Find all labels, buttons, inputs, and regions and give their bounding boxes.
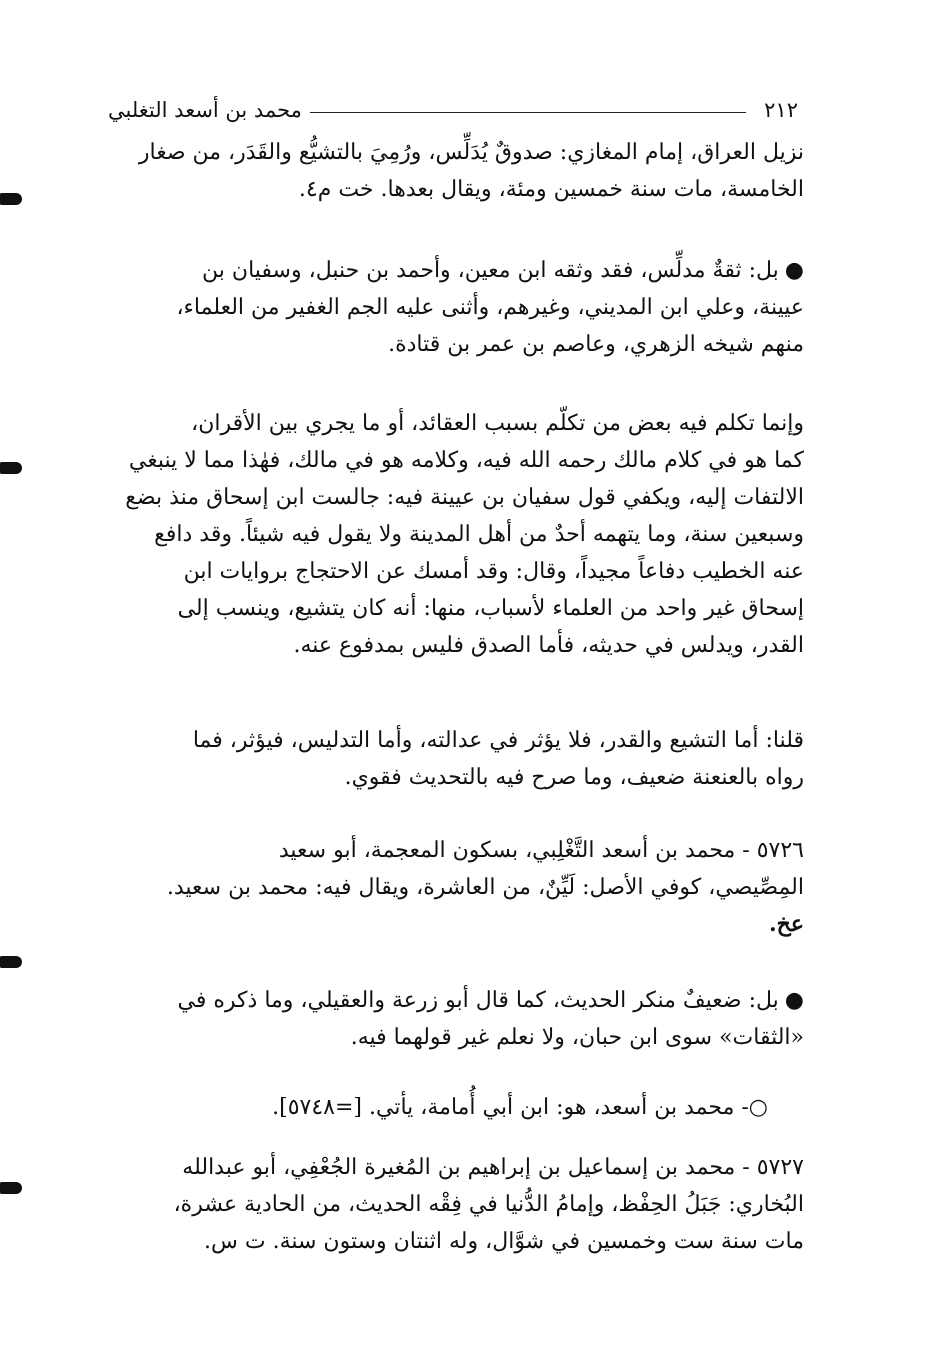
text-line: منهم شيخه الزهري، وعاصم بن عمر بن قتادة. — [388, 332, 804, 357]
paragraph — [104, 252, 804, 363]
text-segment: بل: ثقةٌ مدلِّس، فقد وثقه ابن معين، وأحمد بن حنبل، وسفيان بن — [202, 258, 779, 283]
text-line: عخ. — [769, 911, 804, 937]
margin-mark — [0, 956, 22, 968]
margin-mark — [0, 1182, 22, 1194]
text-line: نزيل العراق، إمام المغازي: صدوقٌ يُدَلِّس، ورُمِيَ بالتشيُّع والقَدَر، من صغار — [138, 140, 804, 165]
paragraph — [128, 1089, 768, 1126]
text-line: إسحاق غير واحد من العلماء لأسباب، منها: أنه كان يتشيع، وينسب إلى — [177, 596, 804, 621]
text-line: عيينة، وعلي ابن المديني، وغيرهم، وأثنى عليه الجم الغفير من العلماء، — [176, 295, 804, 320]
paragraph — [104, 832, 804, 943]
paragraph — [104, 134, 804, 208]
text-line: كما هو في كلام مالك رحمه الله فيه، وكلامه هو في مالك، فهٰذا مما لا ينبغي — [128, 448, 804, 473]
paragraph — [104, 1149, 804, 1260]
text-line: «الثقات» سوى ابن حبان، ولا نعلم غير قولهما فيه. — [350, 1025, 804, 1050]
margin-mark — [0, 462, 22, 474]
text-line: رواه بالعنعنة ضعيف، وما صرح فيه بالتحديث فقوي. — [344, 765, 804, 790]
page-header — [108, 88, 798, 122]
text-line: المِصِّيصي، كوفي الأصل: لَيِّنٌ، من العاشرة، ويقال فيه: محمد بن سعيد. — [166, 875, 804, 900]
text-line: ○- محمد بن أسعد، هو: ابن أبي أُمامة، يأتي. [=٥٧٤٨]. — [272, 1095, 768, 1120]
margin-mark — [0, 193, 22, 205]
bullet-icon: ● — [784, 988, 804, 1013]
text-line: مات سنة ست وخمسين في شوَّال، وله اثنتان وستون سنة. ت س. — [204, 1229, 804, 1254]
text-line: الالتفات إليه، ويكفي قول سفيان بن عيينة فيه: جالست ابن إسحاق منذ بضع — [125, 485, 804, 510]
text-line: القدر، ويدلس في حديثه، فأما الصدق فليس بمدفوع عنه. — [293, 633, 804, 658]
paragraph — [104, 405, 804, 664]
header-rule — [310, 112, 746, 113]
text-line: ٥٧٢٧ - محمد بن إسماعيل بن إبراهيم بن المُغيرة الجُعْفِي، أبو عبدالله — [182, 1155, 804, 1180]
text-line: عنه الخطيب دفاعاً مجيداً، وقال: وقد أمسك عن الاحتجاج بروايات ابن — [183, 559, 804, 584]
text-segment: بل: ضعيفٌ منكر الحديث، كما قال أبو زرعة والعقيلي، وما ذكره في — [177, 988, 779, 1013]
text-line: البُخاري: جَبَلُ الحِفْظ، وإمامُ الدُّنيا في فِقْه الحديث، من الحادية عشرة، — [173, 1192, 804, 1217]
paragraph — [104, 982, 804, 1056]
bullet-icon: ● — [784, 258, 804, 283]
page-number: ٢١٢ — [764, 98, 798, 122]
text-line: وإنما تكلم فيه بعض من تكلّم بسبب العقائد، أو ما يجري بين الأقران، — [191, 411, 804, 436]
paragraph — [104, 722, 804, 796]
text-line — [104, 982, 804, 1019]
text-line: ٥٧٢٦ - محمد بن أسعد التَّغْلِبي، بسكون المعجمة، أبو سعيد — [278, 838, 804, 863]
text-line: وسبعين سنة، وما يتهمه أحدٌ من أهل المدينة ولا يقول فيه شيئاً. وقد دافع — [154, 522, 804, 547]
text-line: الخامسة، مات سنة خمسين ومئة، ويقال بعدها. خت م٤. — [298, 177, 804, 202]
text-line: قلنا: أما التشيع والقدر، فلا يؤثر في عدالته، وأما التدليس، فيؤثر، فما — [192, 728, 804, 753]
text-line — [104, 252, 804, 289]
running-title: محمد بن أسعد التغلبي — [108, 98, 302, 122]
